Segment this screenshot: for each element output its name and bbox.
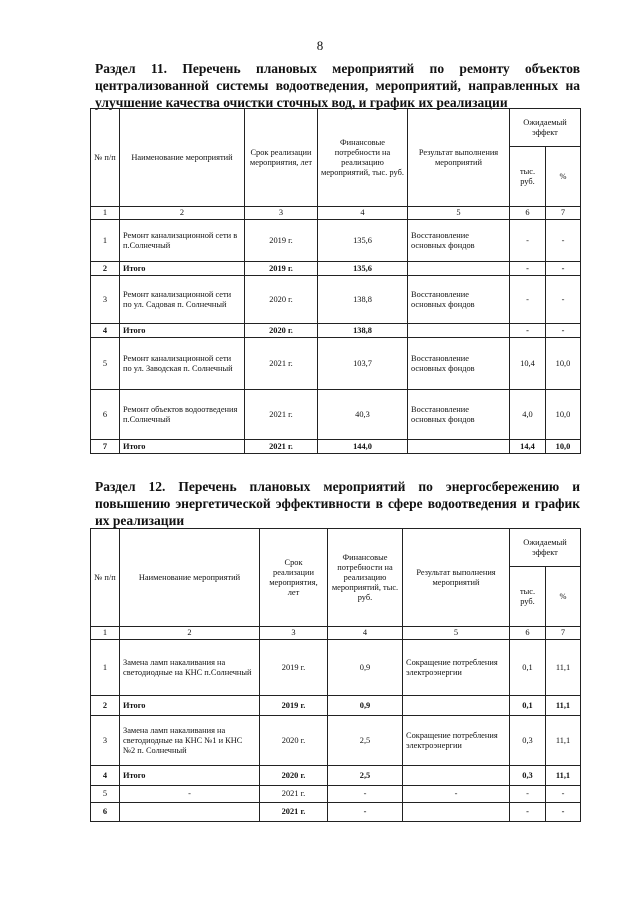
row-result: Восстановление основных фондов <box>408 338 510 390</box>
table-row-total <box>91 696 581 716</box>
section-11-title: Раздел 11. Перечень плановых мероприятий по ремонту объектов централизованной системы водоотведения, мероприятий, направленных на улучшение качества очистки сточных вод, и график их реализации <box>95 61 580 110</box>
row-term: 2021 г. <box>245 338 318 390</box>
row-percent: - <box>546 786 581 803</box>
row-num: 3 <box>91 716 120 766</box>
row-percent: - <box>546 220 581 262</box>
row-thous: 10,4 <box>510 338 546 390</box>
table-row <box>91 338 581 390</box>
header-percent: % <box>546 147 581 207</box>
table-row-total <box>91 262 581 276</box>
row-name: Ремонт канализационной сети в п.Солнечный <box>120 220 245 262</box>
row-percent: 11,1 <box>546 766 581 786</box>
row-result <box>408 262 510 276</box>
row-thous: - <box>510 220 546 262</box>
row-result: Сокращение потребления электроэнергии <box>403 716 510 766</box>
row-num: 4 <box>91 324 120 338</box>
index-cell: 5 <box>408 207 510 220</box>
row-name: Итого <box>120 262 245 276</box>
row-result <box>403 766 510 786</box>
index-cell: 6 <box>510 627 546 640</box>
row-thous: 0,3 <box>510 766 546 786</box>
row-result <box>403 696 510 716</box>
index-cell: 6 <box>510 207 546 220</box>
table-row-total <box>91 766 581 786</box>
row-term: 2020 г. <box>245 276 318 324</box>
row-name: Итого <box>120 440 245 454</box>
section-12-table <box>90 528 581 822</box>
header-effect: Ожидаемый эффект <box>510 529 581 567</box>
row-finance: 135,6 <box>318 262 408 276</box>
table-row <box>91 640 581 696</box>
index-cell: 2 <box>120 627 260 640</box>
row-term: 2019 г. <box>260 640 328 696</box>
row-finance: 103,7 <box>318 338 408 390</box>
row-percent: 10,0 <box>546 440 581 454</box>
row-percent: - <box>546 262 581 276</box>
row-term: 2021 г. <box>260 803 328 822</box>
index-cell: 7 <box>546 207 581 220</box>
row-result <box>403 803 510 822</box>
row-percent: 11,1 <box>546 716 581 766</box>
row-result: Восстановление основных фондов <box>408 390 510 440</box>
row-result: Восстановление основных фондов <box>408 276 510 324</box>
row-finance: 138,8 <box>318 324 408 338</box>
row-result <box>408 324 510 338</box>
row-term: 2020 г. <box>245 324 318 338</box>
index-cell: 3 <box>260 627 328 640</box>
row-thous: 4,0 <box>510 390 546 440</box>
row-num: 6 <box>91 390 120 440</box>
row-term: 2019 г. <box>260 696 328 716</box>
row-name: Итого <box>120 696 260 716</box>
row-result: Сокращение потребления электроэнергии <box>403 640 510 696</box>
row-thous: 0,1 <box>510 640 546 696</box>
index-cell: 3 <box>245 207 318 220</box>
row-num: 6 <box>91 803 120 822</box>
row-term: 2020 г. <box>260 716 328 766</box>
table-row <box>91 716 581 766</box>
row-result: Восстановление основных фондов <box>408 220 510 262</box>
row-finance: 138,8 <box>318 276 408 324</box>
row-percent: - <box>546 276 581 324</box>
row-name: Ремонт объектов водоотведения п.Солнечный <box>120 390 245 440</box>
header-effect: Ожидаемый эффект <box>510 109 581 147</box>
row-percent: 11,1 <box>546 640 581 696</box>
row-num: 2 <box>91 696 120 716</box>
row-thous: 14,4 <box>510 440 546 454</box>
row-finance: 135,6 <box>318 220 408 262</box>
row-num: 1 <box>91 220 120 262</box>
row-name: Итого <box>120 324 245 338</box>
row-num: 5 <box>91 786 120 803</box>
row-term: 2021 г. <box>245 390 318 440</box>
row-term: 2021 г. <box>245 440 318 454</box>
row-name: Замена ламп накаливания на светодиодные на КНС №1 и КНС №2 п. Солнечный <box>120 716 260 766</box>
section-12-title: Раздел 12. Перечень плановых мероприятий по энергосбережению и повышению энергетической эффективности в сфере водоотведения и график их реализации <box>95 479 580 528</box>
table-row <box>91 786 581 803</box>
header-result: Результат выполнения мероприятий <box>408 109 510 207</box>
row-thous: 0,1 <box>510 696 546 716</box>
row-thous: - <box>510 803 546 822</box>
table-row-total <box>91 324 581 338</box>
index-cell: 4 <box>318 207 408 220</box>
table-row-total <box>91 440 581 454</box>
header-finance: Финансовые потребности на реализацию мероприятий, тыс. руб. <box>328 529 403 627</box>
row-num: 7 <box>91 440 120 454</box>
row-finance: 2,5 <box>328 716 403 766</box>
table-row <box>91 220 581 262</box>
row-percent: - <box>546 803 581 822</box>
header-num: № п/п <box>91 529 120 627</box>
header-name: Наименование мероприятий <box>120 109 245 207</box>
index-cell: 5 <box>403 627 510 640</box>
row-name: Ремонт канализационной сети по ул. Заводская п. Солнечный <box>120 338 245 390</box>
header-result: Результат выполнения мероприятий <box>403 529 510 627</box>
header-percent: % <box>546 567 581 627</box>
row-name: Замена ламп накаливания на светодиодные на КНС п.Солнечный <box>120 640 260 696</box>
row-term: 2020 г. <box>260 766 328 786</box>
row-result: - <box>403 786 510 803</box>
row-num: 1 <box>91 640 120 696</box>
row-thous: - <box>510 786 546 803</box>
header-term: Срок реализации мероприятия, лет <box>260 529 328 627</box>
row-term: 2019 г. <box>245 220 318 262</box>
table-row-total <box>91 803 581 822</box>
row-finance: 144,0 <box>318 440 408 454</box>
table-row <box>91 276 581 324</box>
header-term: Срок реализации мероприятия, лет <box>245 109 318 207</box>
header-thous: тыс. руб. <box>510 147 546 207</box>
row-percent: 11,1 <box>546 696 581 716</box>
row-percent: - <box>546 324 581 338</box>
section-11-table <box>90 108 581 454</box>
index-cell: 1 <box>91 207 120 220</box>
row-finance: 0,9 <box>328 640 403 696</box>
row-thous: - <box>510 262 546 276</box>
index-cell: 2 <box>120 207 245 220</box>
row-finance: - <box>328 803 403 822</box>
header-name: Наименование мероприятий <box>120 529 260 627</box>
row-num: 4 <box>91 766 120 786</box>
row-name: - <box>120 786 260 803</box>
row-result <box>408 440 510 454</box>
row-finance: 2,5 <box>328 766 403 786</box>
row-term: 2021 г. <box>260 786 328 803</box>
index-cell: 1 <box>91 627 120 640</box>
header-thous: тыс. руб. <box>510 567 546 627</box>
row-thous: - <box>510 276 546 324</box>
index-cell: 7 <box>546 627 581 640</box>
row-finance: 40,3 <box>318 390 408 440</box>
row-num: 3 <box>91 276 120 324</box>
row-thous: 0,3 <box>510 716 546 766</box>
row-name: Ремонт канализационной сети по ул. Садовая п. Солнечный <box>120 276 245 324</box>
row-thous: - <box>510 324 546 338</box>
header-finance: Финансовые потребности на реализацию мероприятий, тыс. руб. <box>318 109 408 207</box>
row-name <box>120 803 260 822</box>
row-name: Итого <box>120 766 260 786</box>
row-num: 2 <box>91 262 120 276</box>
table-row <box>91 390 581 440</box>
row-finance: 0,9 <box>328 696 403 716</box>
index-cell: 4 <box>328 627 403 640</box>
header-num: № п/п <box>91 109 120 207</box>
row-percent: 10,0 <box>546 338 581 390</box>
row-num: 5 <box>91 338 120 390</box>
row-percent: 10,0 <box>546 390 581 440</box>
row-term: 2019 г. <box>245 262 318 276</box>
page-number: 8 <box>316 38 324 53</box>
row-finance: - <box>328 786 403 803</box>
